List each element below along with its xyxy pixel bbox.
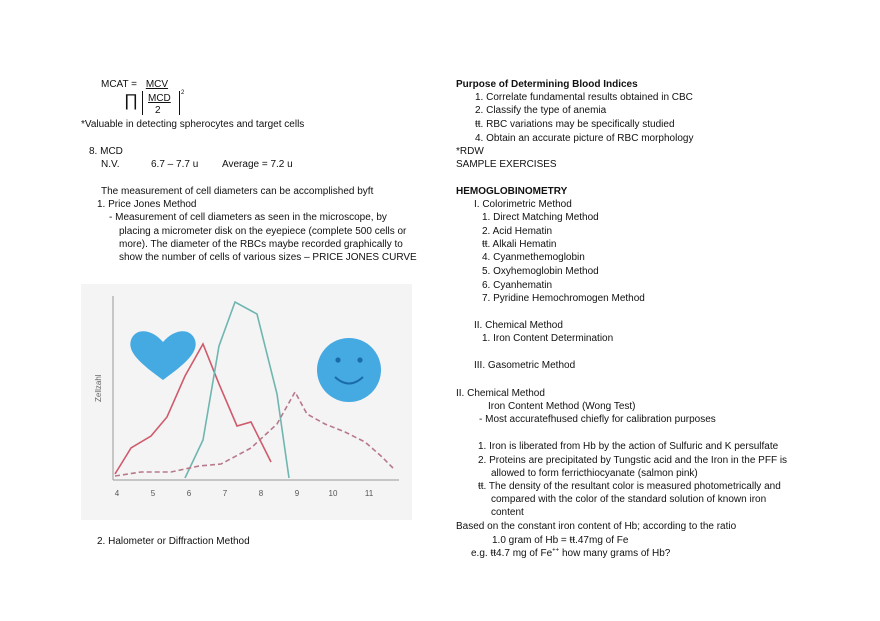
wong-step: ŧŧ. The density of the resultant color is measured photometrically and (478, 481, 781, 492)
chemical-item: 1. Iron Content Determination (482, 333, 614, 344)
gasometric-title: III. Gasometric Method (474, 360, 576, 371)
x-tick-label: 5 (150, 489, 156, 498)
nv-average: Average = 7.2 u (222, 159, 293, 170)
nv-label: N.V. (101, 159, 120, 170)
hemoglobinometry-title: HEMOGLOBINOMETRY (456, 186, 568, 197)
wong-step: content (491, 507, 524, 518)
example-text: e.g. ŧŧ4.7 mg of Fe (471, 548, 553, 559)
method1-desc-line: more). The diameter of the RBCs maybe recorded graphically to (119, 239, 403, 250)
colorimetric-item: 4. Cyanmethemoglobin (482, 252, 585, 263)
purpose-item: 1. Correlate fundamental results obtained in CBC (475, 92, 693, 103)
x-tick-label: 10 (328, 489, 338, 498)
purpose-item: 4. Obtain an accurate picture of RBC morphology (475, 133, 694, 144)
purpose-item: ŧŧ. RBC variations may be specifically studied (475, 119, 675, 130)
mcd-heading: 8. MCD (89, 146, 123, 157)
purpose-title: Purpose of Determining Blood Indices (456, 79, 638, 90)
example-superscript: ++ (552, 547, 560, 554)
x-tick-label: 11 (364, 489, 374, 498)
mcat-formula (101, 79, 174, 91)
x-tick-label: 7 (222, 489, 228, 498)
sample-exercises: SAMPLE EXERCISES (456, 159, 557, 170)
colorimetric-item: 7. Pyridine Hemochromogen Method (482, 293, 645, 304)
x-tick-label: 8 (258, 489, 264, 498)
example-end: how many grams of Hb? (559, 548, 671, 559)
x-tick-label: 4 (114, 489, 120, 498)
colorimetric-item: 5. Oxyhemoglobin Method (482, 266, 599, 277)
nv-range: 6.7 – 7.7 u (151, 159, 199, 170)
ratio-intro: Based on the constant iron content of Hb; according to the ratio (456, 521, 737, 532)
x-tick-label: 6 (186, 489, 192, 498)
rdw-note: *RDW (456, 146, 484, 157)
mcat-label: MCAT = (101, 79, 140, 90)
y-axis-label: Zellzahl (94, 374, 103, 402)
chemical-method-heading: II. Chemical Method (456, 388, 545, 399)
colorimetric-item: 2. Acid Hematin (482, 226, 553, 237)
method1-desc-line: placing a micrometer disk on the eyepiece (complete 500 cells or (119, 226, 407, 237)
wong-step: 2. Proteins are precipitated by Tungstic acid and the Iron in the PFF is (478, 455, 788, 466)
measurement-intro: The measurement of cell diameters can be accomplished byft (101, 186, 374, 197)
fraction-numerator: MCD (148, 93, 171, 104)
fraction-denominator: 2 (155, 105, 161, 116)
method1-desc-line: - Measurement of cell diameters as seen in the microscope, by (109, 212, 387, 223)
smiley-face (317, 338, 381, 402)
mcat-mcv: MCV (145, 79, 169, 90)
ratio-value: 1.0 gram of Hb = ŧŧ.47mg of Fe (492, 535, 629, 546)
formula-exponent: 2 (181, 90, 185, 96)
wong-step: 1. Iron is liberated from Hb by the action of Sulfuric and K persulfate (478, 441, 779, 452)
x-tick-label: 9 (294, 489, 300, 498)
wong-test-note: - Most accuratefhused chiefly for calibration purposes (479, 414, 716, 425)
colorimetric-title: I. Colorimetric Method (474, 199, 572, 210)
chemical-title: II. Chemical Method (474, 320, 563, 331)
method1-desc-line: show the number of cells of various sizes – PRICE JONES CURVE (119, 252, 417, 263)
pi-symbol: ∏ (124, 91, 138, 110)
wong-step: allowed to form ferricthiocyanate (salmon pink) (491, 468, 698, 479)
spherocytes-note: *Valuable in detecting spherocytes and target cells (81, 119, 305, 130)
method2-title: 2. Halometer or Diffraction Method (97, 536, 250, 547)
price-jones-figure (81, 284, 412, 520)
wong-test-title: Iron Content Method (Wong Test) (488, 401, 636, 412)
example-question (471, 548, 670, 560)
colorimetric-item: ŧŧ. Alkali Hematin (482, 239, 557, 250)
colorimetric-item: 1. Direct Matching Method (482, 212, 599, 223)
purpose-item: 2. Classify the type of anemia (475, 105, 607, 116)
method1-title: 1. Price Jones Method (97, 199, 197, 210)
wong-step: compared with the color of the standard solution of known iron (491, 494, 767, 505)
colorimetric-item: 6. Cyanhematin (482, 280, 553, 291)
